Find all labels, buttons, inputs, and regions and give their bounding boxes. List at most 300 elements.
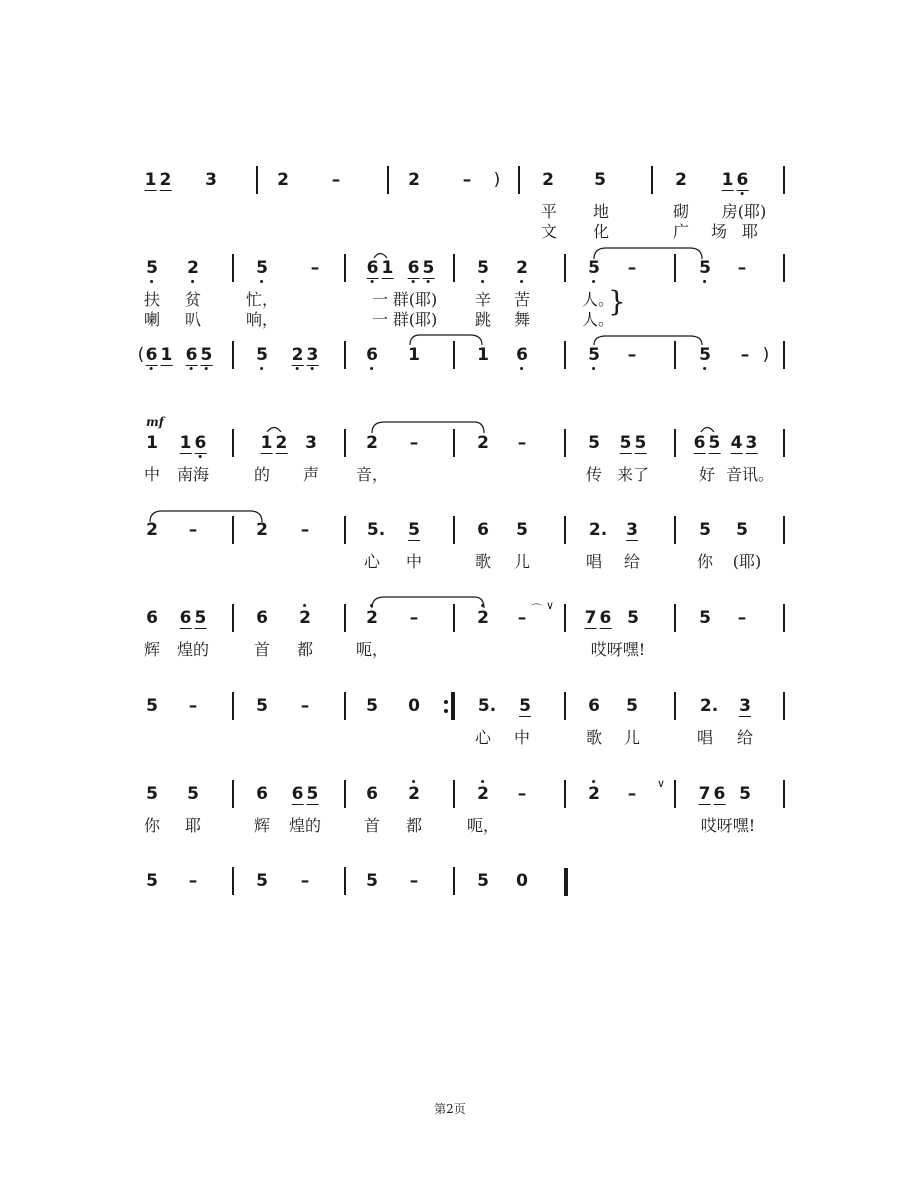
barline — [344, 867, 346, 895]
note-digit: 6 — [146, 608, 158, 628]
note-digit: 6 — [736, 170, 749, 190]
lyric-syllable: 都 — [405, 816, 423, 835]
lyric-syllable: 歌 — [585, 728, 603, 747]
slur — [594, 248, 702, 259]
note-digit: 5 — [619, 433, 632, 453]
note-digit: 2 — [477, 608, 489, 628]
note-group — [256, 258, 268, 278]
note-group — [519, 696, 531, 716]
note-digit: 2 — [159, 170, 172, 190]
barline — [564, 429, 566, 457]
note-group — [408, 696, 420, 716]
note-group — [588, 433, 600, 453]
note-digit: 5 — [194, 608, 207, 628]
note-digit: 6 — [185, 345, 198, 365]
note-digit: 1 — [179, 433, 192, 453]
note-group — [410, 871, 419, 891]
note-group — [366, 784, 378, 804]
note-digit: 3 — [306, 345, 319, 365]
lyric-syllable: 声 — [302, 465, 320, 484]
barline — [783, 780, 785, 808]
note-digit: 5 — [588, 258, 600, 278]
lyric-syllable: 都 — [296, 640, 314, 659]
note-group — [477, 433, 489, 453]
note-group — [189, 520, 198, 540]
note-digit: 1 — [381, 258, 394, 278]
note-group — [516, 871, 528, 891]
slur — [701, 428, 714, 433]
note-digit: 1 — [721, 170, 734, 190]
barline — [783, 516, 785, 544]
note-digit: 2 — [477, 433, 489, 453]
note-digit: 6 — [366, 258, 379, 278]
note-group — [256, 784, 268, 804]
note-digit: 3 — [745, 433, 758, 453]
note-group — [585, 608, 612, 628]
lyric-syllable: 中 — [513, 728, 531, 747]
note-digit: 3 — [626, 520, 638, 540]
note-group — [189, 696, 198, 716]
barline — [344, 692, 346, 720]
note-digit: 2 — [291, 345, 304, 365]
lyric-brace: } — [608, 285, 626, 318]
note-digit: 5 — [422, 258, 435, 278]
barline — [232, 516, 234, 544]
note-group — [594, 170, 606, 190]
note-group — [408, 345, 420, 365]
note-group — [332, 170, 341, 190]
note-group — [739, 784, 751, 804]
note-group — [628, 345, 637, 365]
lyric-syllable: 一 — [371, 290, 389, 309]
note-digit: 5 — [739, 784, 751, 804]
note-digit: – — [409, 871, 419, 891]
lyric-syllable: 你 — [696, 552, 714, 571]
note-group — [699, 258, 711, 278]
lyric-syllable: (耶) — [732, 552, 762, 571]
barline — [674, 604, 676, 632]
note-digit: 0 — [408, 696, 420, 716]
note-group — [146, 871, 158, 891]
note-group — [146, 258, 158, 278]
barline — [651, 166, 653, 194]
note-digit: 2 — [146, 520, 158, 540]
lyric-syllable: 耶 — [741, 222, 759, 241]
slur — [267, 428, 281, 433]
note-group — [146, 433, 158, 453]
note-group — [542, 170, 554, 190]
note-digit: 5 — [627, 608, 639, 628]
barline — [232, 341, 234, 369]
lyric-syllable: 地 — [592, 202, 610, 221]
lyric-syllable: 哎呀嘿! — [590, 640, 646, 659]
lyric-syllable: 扶 — [143, 290, 161, 309]
barline — [674, 692, 676, 720]
lyric-syllable: 中 — [405, 552, 423, 571]
note-digit: 5 — [588, 345, 600, 365]
lyric-syllable: 房(耶) — [721, 202, 767, 221]
note-digit: 5 — [256, 871, 268, 891]
note-digit: 5 — [477, 871, 489, 891]
note-group — [627, 608, 639, 628]
note-digit: 7 — [584, 608, 597, 628]
lyric-syllable: 好 — [698, 465, 716, 484]
note-group — [628, 784, 637, 804]
note-group — [256, 520, 268, 540]
slur — [150, 511, 262, 522]
note-digit: – — [740, 345, 750, 365]
note-digit: 4 — [730, 433, 743, 453]
note-digit: 2 — [408, 170, 420, 190]
note-group — [588, 696, 600, 716]
barline — [344, 341, 346, 369]
lyric-syllable: 呃， — [466, 816, 500, 835]
note-digit: 2 — [187, 258, 199, 278]
note-group — [366, 696, 378, 716]
note-group — [146, 520, 158, 540]
lyric-syllable: 给 — [623, 552, 641, 571]
note-digit: 6 — [366, 345, 378, 365]
note-digit: – — [300, 696, 310, 716]
note-digit: 6 — [693, 433, 706, 453]
note-digit: 5 — [626, 696, 638, 716]
note-digit: 5 — [736, 520, 748, 540]
note-group — [146, 696, 158, 716]
barline — [453, 780, 455, 808]
note-group — [738, 608, 747, 628]
note-digit: . — [378, 520, 386, 540]
note-digit: 2 — [275, 433, 288, 453]
note-digit: 5 — [187, 784, 199, 804]
note-digit: – — [188, 696, 198, 716]
note-digit: 6 — [179, 608, 192, 628]
barline — [783, 429, 785, 457]
note-group — [367, 258, 394, 278]
note-digit: – — [627, 345, 637, 365]
note-group — [626, 696, 638, 716]
barline — [387, 166, 389, 194]
barline — [564, 516, 566, 544]
barline — [344, 254, 346, 282]
breath-mark: ∨ — [546, 599, 555, 612]
note-group — [700, 696, 718, 716]
lyric-syllable: 耶 — [184, 816, 202, 835]
note-group — [408, 520, 420, 540]
barline — [564, 692, 566, 720]
note-group — [516, 520, 528, 540]
note-digit: 5 — [477, 696, 490, 716]
note-digit: 5 — [256, 696, 268, 716]
barline — [783, 692, 785, 720]
note-digit: 5 — [256, 345, 268, 365]
note-group — [731, 433, 758, 453]
note-group — [186, 345, 213, 365]
note-digit: 2 — [277, 170, 289, 190]
lyric-syllable: 苦 — [513, 290, 531, 309]
barline — [344, 516, 346, 544]
note-group — [146, 608, 158, 628]
lyric-syllable: 喇 — [143, 310, 161, 329]
lyric-syllable: 给 — [736, 728, 754, 747]
note-group — [588, 258, 600, 278]
note-digit: 2 — [699, 696, 712, 716]
barline — [232, 254, 234, 282]
note-group — [477, 520, 489, 540]
lyric-syllable: 音讯。 — [725, 465, 775, 484]
note-group — [180, 608, 207, 628]
repeat-barline — [451, 692, 455, 720]
note-group — [741, 345, 750, 365]
note-group — [187, 258, 199, 278]
note-digit: 6 — [599, 608, 612, 628]
note-digit: 5 — [699, 520, 711, 540]
barline — [674, 341, 676, 369]
note-group — [410, 433, 419, 453]
lyric-syllable: 煌的 — [176, 640, 210, 659]
note-digit: 6 — [713, 784, 726, 804]
note-digit: 7 — [698, 784, 711, 804]
barline — [674, 516, 676, 544]
note-group — [367, 520, 385, 540]
final-barline — [564, 868, 568, 896]
note-digit: 2 — [516, 258, 528, 278]
note-digit: 5 — [256, 258, 268, 278]
barline — [232, 429, 234, 457]
note-group — [205, 170, 217, 190]
lyric-syllable: 首 — [363, 816, 381, 835]
lyric-syllable: 叭 — [184, 310, 202, 329]
lyric-syllable: 文 — [540, 222, 558, 241]
dynamic-mark: mf — [146, 415, 164, 429]
lyric-syllable: 辉 — [253, 816, 271, 835]
note-digit: – — [517, 608, 527, 628]
lyric-syllable: 化 — [592, 222, 610, 241]
lyric-syllable: 的 — [253, 465, 271, 484]
lyric-syllable: 唱 — [696, 728, 714, 747]
note-group — [588, 345, 600, 365]
lyric-syllable: 儿 — [513, 552, 531, 571]
note-digit: – — [310, 258, 320, 278]
repeat-dots — [444, 696, 448, 716]
note-digit: 6 — [291, 784, 304, 804]
slur — [594, 336, 702, 345]
barline — [344, 429, 346, 457]
barline — [453, 867, 455, 895]
barline — [256, 166, 258, 194]
parenthesis: ( — [137, 345, 145, 365]
note-group — [277, 170, 289, 190]
note-group — [478, 696, 496, 716]
lyric-syllable: 心 — [474, 728, 492, 747]
barline — [232, 692, 234, 720]
note-digit: 2 — [675, 170, 687, 190]
note-group — [301, 520, 310, 540]
note-digit: 6 — [366, 784, 378, 804]
lyric-syllable: 首 — [253, 640, 271, 659]
note-digit: 5 — [146, 871, 158, 891]
note-group — [146, 345, 173, 365]
note-group — [256, 871, 268, 891]
note-group — [463, 170, 472, 190]
lyric-syllable: 心 — [363, 552, 381, 571]
note-group — [299, 608, 311, 628]
note-digit: – — [300, 871, 310, 891]
note-group — [626, 520, 638, 540]
note-digit: 6 — [477, 520, 489, 540]
barline — [344, 780, 346, 808]
note-digit: 1 — [144, 170, 157, 190]
note-digit: 5 — [366, 520, 379, 540]
barline — [564, 341, 566, 369]
note-group — [305, 433, 317, 453]
note-group — [620, 433, 647, 453]
barline — [344, 604, 346, 632]
page-number: 第2页 — [434, 1102, 466, 1116]
lyric-syllable: 唱 — [585, 552, 603, 571]
barline — [453, 604, 455, 632]
note-group — [261, 433, 288, 453]
barline — [674, 780, 676, 808]
lyric-syllable: 群(耶) — [392, 290, 438, 309]
note-group — [477, 608, 489, 628]
note-digit: 5 — [516, 520, 528, 540]
note-digit: 5 — [594, 170, 606, 190]
slur — [372, 422, 484, 433]
note-group — [722, 170, 749, 190]
note-digit: – — [331, 170, 341, 190]
note-group — [366, 608, 378, 628]
note-digit: – — [409, 433, 419, 453]
barline — [674, 254, 676, 282]
note-group — [256, 696, 268, 716]
note-group — [699, 784, 726, 804]
note-digit: 2 — [588, 520, 601, 540]
note-group — [256, 345, 268, 365]
note-group — [694, 433, 721, 453]
note-group — [301, 696, 310, 716]
note-group — [256, 608, 268, 628]
barline — [564, 780, 566, 808]
note-group — [518, 784, 527, 804]
lyric-syllable: 辉 — [143, 640, 161, 659]
note-digit: 2 — [408, 784, 420, 804]
barline — [232, 604, 234, 632]
note-digit: – — [517, 784, 527, 804]
note-digit: 3 — [305, 433, 317, 453]
lyric-syllable: 你 — [143, 816, 161, 835]
note-digit: – — [462, 170, 472, 190]
note-digit: 3 — [739, 696, 751, 716]
note-digit: 5 — [146, 784, 158, 804]
note-digit: – — [188, 520, 198, 540]
barline — [453, 516, 455, 544]
lyric-syllable: 来了 — [616, 465, 650, 484]
lyric-syllable: 哎呀嘿! — [700, 816, 756, 835]
lyric-syllable: 平 — [540, 202, 558, 221]
note-digit: 5 — [699, 258, 711, 278]
note-group — [366, 345, 378, 365]
note-group — [477, 871, 489, 891]
lyric-syllable: 砌 — [672, 202, 690, 221]
note-group — [180, 433, 207, 453]
note-group — [292, 784, 319, 804]
note-digit: 6 — [588, 696, 600, 716]
note-group — [736, 520, 748, 540]
note-group — [408, 784, 420, 804]
note-group — [699, 345, 711, 365]
note-group — [311, 258, 320, 278]
note-digit: 1 — [408, 345, 420, 365]
barline — [674, 429, 676, 457]
note-group — [477, 784, 489, 804]
note-digit: 2 — [366, 433, 378, 453]
note-digit: 5 — [408, 520, 420, 540]
barline — [564, 604, 566, 632]
slur — [410, 335, 482, 345]
note-digit: 2 — [588, 784, 600, 804]
note-digit: – — [627, 258, 637, 278]
note-digit: . — [600, 520, 608, 540]
note-digit: 6 — [145, 345, 158, 365]
note-group — [738, 258, 747, 278]
note-digit: – — [517, 433, 527, 453]
note-digit: 6 — [407, 258, 420, 278]
note-digit: 0 — [516, 871, 528, 891]
lyric-syllable: 中 — [143, 465, 161, 484]
note-group — [516, 345, 528, 365]
note-digit: 6 — [194, 433, 207, 453]
lyric-syllable: 跳 — [474, 310, 492, 329]
note-group — [145, 170, 172, 190]
lyric-syllable: 辛 — [474, 290, 492, 309]
note-group — [292, 345, 319, 365]
note-group — [366, 433, 378, 453]
lyric-syllable: 人。 — [581, 310, 615, 329]
lyric-syllable: 一 — [371, 310, 389, 329]
note-group — [189, 871, 198, 891]
barline — [453, 341, 455, 369]
lyric-syllable: 儿 — [623, 728, 641, 747]
lyric-syllable: 舞 — [513, 310, 531, 329]
note-digit: – — [737, 608, 747, 628]
note-group — [301, 871, 310, 891]
barline — [453, 254, 455, 282]
note-digit: 5 — [699, 345, 711, 365]
note-digit: 2 — [366, 608, 378, 628]
note-digit: 5 — [146, 696, 158, 716]
note-digit: 1 — [160, 345, 173, 365]
parenthesis: ) — [493, 170, 501, 190]
note-digit: – — [188, 871, 198, 891]
note-group — [408, 258, 435, 278]
note-digit: 5 — [708, 433, 721, 453]
note-digit: 5 — [146, 258, 158, 278]
note-group — [366, 871, 378, 891]
breath-mark: ∨ — [657, 777, 666, 790]
note-group — [518, 608, 527, 628]
note-digit: 5 — [588, 433, 600, 453]
note-digit: 1 — [146, 433, 158, 453]
note-digit: – — [627, 784, 637, 804]
note-digit: – — [409, 608, 419, 628]
note-group — [408, 170, 420, 190]
note-group — [699, 608, 711, 628]
lyric-syllable: 广 — [672, 222, 690, 241]
note-digit: 6 — [256, 784, 268, 804]
note-digit: 5 — [200, 345, 213, 365]
slur — [372, 597, 484, 608]
note-digit: 1 — [477, 345, 489, 365]
